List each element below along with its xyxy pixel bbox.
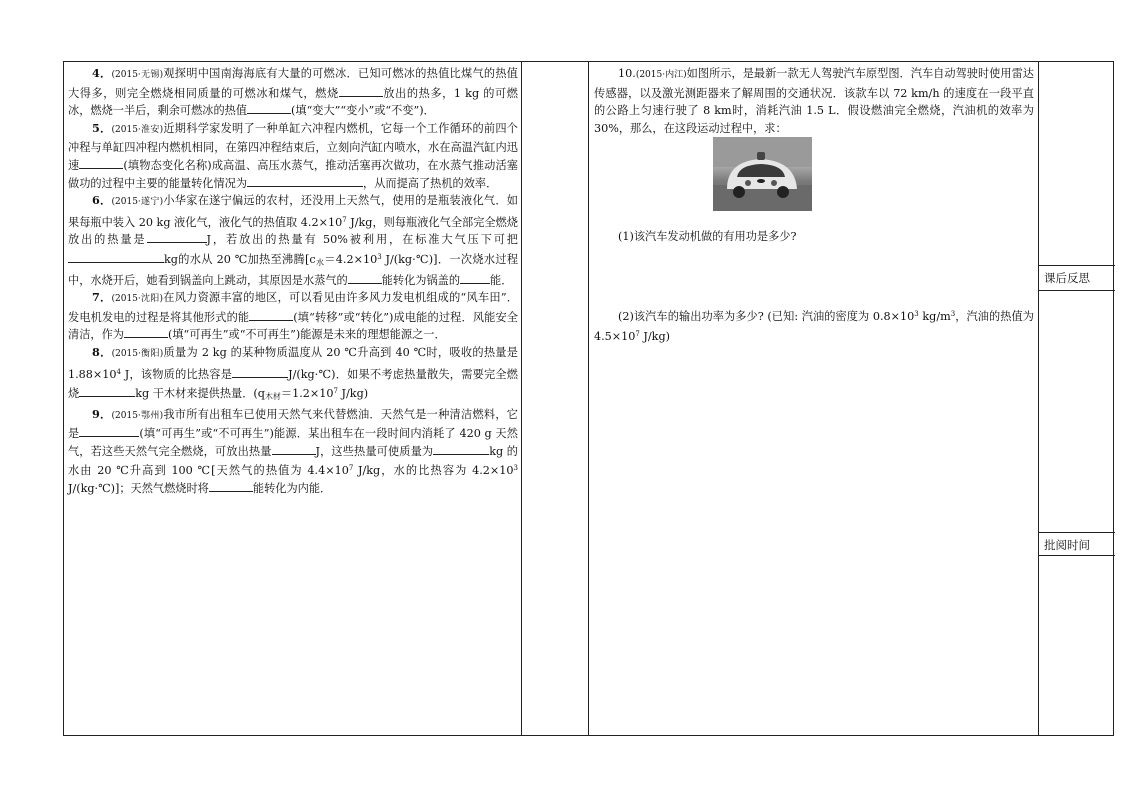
question-text: kg的水从 20 ℃加热至沸腾[c [164,252,316,266]
question-text: (填物态变化名称)成高温、高压水蒸气，推动活塞再次做功，在水蒸气推动活塞做功的过程中主要的能量转化情况为 [68,158,518,190]
question-source: (2015·淮安) [111,124,164,135]
row-divider [1038,532,1115,533]
exponent: 3 [950,309,956,318]
question-7: 7．(2015·沈阳)在风力资源丰富的地区，可以看见由许多风力发电机组成的“风车田”．发电机发电的过程是将其他形式的能 (填“转移”或“转化”)成电能的过程．风能安全清洁，作为 (填“可再生”或“不可再生”)能源是未来的理想能源之一． [68,290,518,342]
question-text: 在风力资源丰富的地区，可以看见由许多风力发电机组成的“风车田”．发电机发电的过程是将其他形式的能 [68,291,518,324]
question-text: (1)该汽车发动机做的有用功是多少? [618,230,797,244]
exponent: 7 [333,387,338,396]
question-number: 7 [92,290,100,305]
question-text: 能转化为锅盖的 [381,273,461,287]
right-question-column [594,65,1034,345]
question-text: 能转化为内能． [252,482,332,496]
question-9: 9．(2015·鄂州)我市所有出租车已使用天然气来代替燃油．天然气是一种清洁燃料，它是 (填“可再生”或“不可再生”)能源．某出租车在一段时间内消耗了 420 g 天然气，若这些天然气完全燃烧，可放出热量 J，这些热量可使质量为 kg 的水由 20 ℃升高到 100 ℃[天然气的热值为 $4.4\times 10^7$ J/kg，水的比热容为 $4.2\times 10^3$ J/(kg·℃)]；天然气燃烧时将 能转化为内能． [68,406,518,496]
answer-blank[interactable] [124,326,168,338]
question-source: (2015·衡阳) [111,348,164,359]
question-text: ，从而提高了热机的效率． [363,176,498,190]
question-text: (填“变大”“变小”或“不变”)． [291,104,435,118]
question-text: J，该物质的比热容是 [121,367,233,381]
worksheet-table [63,61,1114,736]
answer-blank[interactable] [232,366,288,378]
answer-blank[interactable] [339,85,383,97]
question-number: 4 [92,66,100,80]
column-divider [521,62,522,735]
answer-blank[interactable] [272,443,316,455]
question-text: ，汽油的热值为 4.5×10 [594,309,1034,343]
question-text: J，若放出的热量有 50%被利用，在标准大气压下可把 [206,233,518,247]
driverless-car-photo [713,137,812,211]
question-text: J，这些热量可使质量为 [315,444,434,458]
subscript: 木材 [264,392,281,402]
question-5: 5．(2015·淮安)近期科学家发明了一种单缸六冲程内燃机，它每一个工作循环的前四个冲程与单缸四冲程内燃机相同，在第四冲程结束后，立刻向汽缸内喷水，水在高温汽缸内迅速 (填物态变化名称)成高温、高压水蒸气，推动活塞再次做功，在水蒸气推动活塞做功的过程中主要的能量转化情况为 ，从而提高了热机的效率． [68,120,518,190]
question-text: 质量为 2 kg 的某种物质温度从 20 ℃升高到 40 ℃时，吸收的热量是 1.88×10 [68,345,518,381]
question-text: kg 的水由 20 ℃升高到 100 ℃[天然气的热值为 4.4×10 [68,444,518,478]
question-source: (2015·鄂州) [111,410,164,421]
answer-blank[interactable] [79,157,123,169]
question-text: J/kg) [639,329,670,343]
left-question-column [68,65,518,498]
answer-blank[interactable] [348,272,382,284]
question-text: ＝1.2×10 [280,387,334,401]
question-number: 5 [92,120,100,135]
answer-blank[interactable] [79,385,135,397]
question-number: 9 [92,406,100,421]
row-divider [1038,290,1115,291]
question-text: J/kg，水的比热容为 4.2×10 [353,464,514,478]
car-icon [713,137,812,211]
question-text: 能． [490,273,513,287]
answer-blank[interactable] [147,231,207,243]
sub-question-1 [594,228,1034,246]
answer-blank[interactable] [247,175,363,187]
question-source: (2015·无锡) [111,70,164,80]
question-text: (填“可再生”或“不可再生”)能源．某出租车在一段时间内消耗了 420 g 天然气，若这些天然气完全燃烧，可放出热量 [68,427,518,458]
column-divider [588,62,589,735]
exponent: 3 [377,252,382,261]
exponent: 4 [116,367,121,376]
question-text: (2)该汽车的输出功率为多少? (已知: 汽油的密度为 0.8×10 [618,309,915,323]
question-text: 我市所有出租车已使用天然气来代替燃油．天然气是一种清洁燃料，它是 [68,407,518,441]
question-source: (2015·沈阳) [111,294,164,305]
question-text: J/(kg·℃)]；天然气燃烧时将 [68,482,209,496]
question-text: J/kg，则每瓶液化气全部完全燃烧放出的热量是 [68,215,518,247]
row-divider [1038,555,1115,556]
question-text: ＝4.2×10 [324,252,378,266]
question-number: 8 [92,344,100,359]
answer-blank[interactable] [247,102,291,114]
question-source: (2015·遂宁) [111,197,164,208]
question-10: 10.(2015·内江)如图所示，是最新一款无人驾驶汽车原型图．汽车自动驾驶时使用雷达传感器，以及激光测距器来了解周围的交通状况．该款车以 72 km/h 的速度在一段平直的公路上匀速行驶了 8 km时，消耗汽油 1.5 L．假设燃油完全燃烧，汽油机的效率为30%，那么，在这段运动过程中，求： [594,67,1034,135]
question-text: 小华家在遂宁偏远的农村，还没用上天然气，使用的是瓶装液化气．如果每瓶中装入 20 kg 液化气，液化气的热值取 4.2×10 [68,194,518,229]
question-text: J/(kg·℃)．如果不考虑热量散失，需要完全燃烧 [68,367,518,401]
question-text: 如图所示，是最新一款无人驾驶汽车原型图．汽车自动驾驶时使用雷达传感器，以及激光测距器来了解周围的交通状况．该款车以 72 km/h 的速度在一段平直的公路上匀速行驶了 8 km时，消耗汽油 1.5 L．假设燃油完全燃烧，汽油机的效率为30%，那么，在这段运动过程中，求： [594,67,1034,135]
question-8: 8．(2015·衡阳)质量为 2 kg 的某种物质温度从 20 ℃升高到 40 ℃时，吸收的热量是 $1.88\times 10^4$ J，该物质的比热容是 J/(kg·℃)．如果不考虑热量散失，需要完全燃烧 kg 干木材来提供热量．($q_{木材}=1.2\times 10^7$ J/kg) [68,344,518,402]
question-text: (填“转移”或“转化”)成电能的过程．风能安全清洁，作为 [68,310,518,342]
answer-blank[interactable] [249,309,293,321]
question-text: 观探明中国南海海底有大量的可燃冰．已知可燃冰的热值比煤气的热值大得多，则完全燃烧相同质量的可燃冰和煤气，燃烧 [68,67,518,100]
question-text: J/(kg·℃)]．一次烧水过程中，水烧开后，她看到锅盖向上跳动，其原因是水蒸气的 [68,252,519,287]
exponent: 3 [513,464,518,473]
answer-blank[interactable] [68,251,164,263]
reflection-label: 课后反思 [1044,271,1090,285]
answer-blank[interactable] [460,272,490,284]
question-number: 10 [618,67,633,80]
question-text: kg 干木材来提供热量．(q [135,387,265,401]
subscript: 水 [315,257,325,267]
row-divider [1038,265,1115,266]
exponent: 3 [914,309,919,318]
question-text: 近期科学家发明了一种单缸六冲程内燃机，它每一个工作循环的前四个冲程与单缸四冲程内燃机相同，在第四冲程结束后，立刻向汽缸内喷水，水在高温汽缸内迅速 [68,121,518,172]
column-divider [1038,62,1039,735]
question-source: (2015·内江) [635,70,687,80]
exponent: 7 [342,215,347,224]
answer-blank[interactable] [433,443,489,455]
question-number: 6 [92,193,100,208]
question-text: J/kg) [337,387,369,401]
answer-blank[interactable] [79,425,139,437]
question-text: (填“可再生”或“不可再生”)能源是未来的理想能源之一． [167,328,446,342]
exponent: 7 [348,464,354,473]
question-4: 4．(2015·无锡)观探明中国南海海底有大量的可燃冰．已知可燃冰的热值比煤气的热值大得多，则完全燃烧相同质量的可燃冰和煤气，燃烧 放出的热多，1 kg 的可燃冰，燃烧一半后，剩余可燃冰的热值 (填“变大”“变小”或“不变”)． [68,66,518,118]
review-time-label: 批阅时间 [1044,538,1090,552]
answer-blank[interactable] [209,480,253,492]
question-text: kg/m [918,309,951,323]
sub-question-2 [594,306,1034,345]
exponent: 7 [635,329,640,338]
question-text: 放出的热多，1 kg 的可燃冰，燃烧一半后，剩余可燃冰的热值 [68,86,518,118]
question-6: 6．(2015·遂宁)小华家在遂宁偏远的农村，还没用上天然气，使用的是瓶装液化气．如果每瓶中装入 20 kg 液化气，液化气的热值取 $4.2\times 10^7$ J/kg，则每瓶液化气全部完全燃烧放出的热量是 J，若放出的热量有 50%被利用，在标准大气压下可把kg的水从 20 ℃加热至沸腾[$c_水=4.2\times 10^3$ J/(kg·℃)]．一次烧水过程中，水烧开后，她看到锅盖向上跳动，其原因是水蒸气的 能转化为锅盖的 能． [68,193,519,287]
